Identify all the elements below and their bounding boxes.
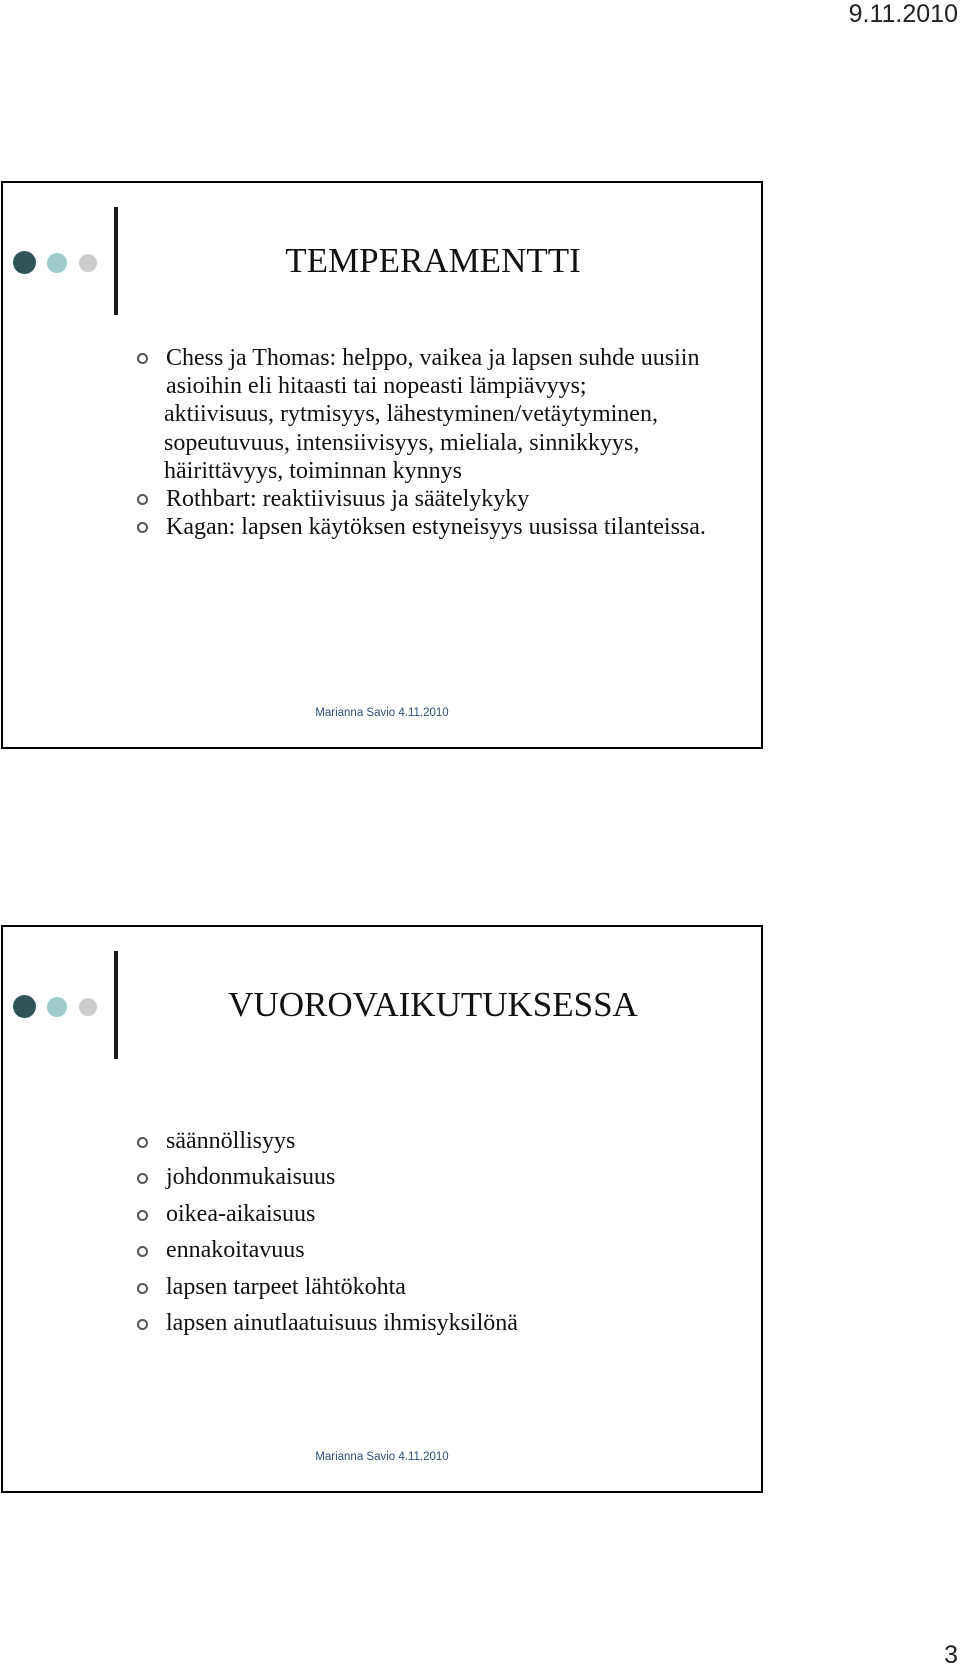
dark-dot-decoration xyxy=(13,995,36,1018)
grey-dot-decoration xyxy=(79,254,97,272)
sub-paragraph xyxy=(164,400,756,485)
circle-bullet-icon xyxy=(137,1173,148,1184)
slide-body xyxy=(166,344,756,541)
circle-bullet-icon xyxy=(137,494,148,505)
paragraph-text: Rothbart: reaktiivisuus ja säätelykyky xyxy=(166,486,530,513)
slide-vuorovaikutuksessa xyxy=(1,925,763,1493)
slide-title: VUOROVAIKUTUKSESSA xyxy=(228,985,638,1024)
light-dot-decoration xyxy=(47,997,67,1017)
list-item xyxy=(166,1123,756,1159)
dark-dot-decoration xyxy=(13,251,36,274)
list-item xyxy=(166,1196,756,1232)
circle-bullet-icon xyxy=(137,353,148,364)
paragraph-text: aktiivisuus, rytmisyys, lähestyminen/vetäytyminen, sopeutuvuus, intensiivisyys, mieliala, sinnikkyys, häirittävyys, toiminnan kynnys xyxy=(164,401,658,484)
circle-bullet-icon xyxy=(137,1137,148,1148)
list-item xyxy=(166,1159,756,1195)
list-item xyxy=(166,1305,756,1341)
paragraph-text: Chess ja Thomas: helppo, vaikea ja lapsen suhde uusiin asioihin eli hitaasti tai nopeasti lämpiävyys; xyxy=(166,345,700,400)
circle-bullet-icon xyxy=(137,1283,148,1294)
slide-body xyxy=(166,1123,756,1341)
circle-bullet-icon xyxy=(137,522,148,533)
list-item-text: ennakoitavuus xyxy=(166,1237,305,1264)
title-divider-bar xyxy=(114,951,118,1059)
page-date: 9.11.2010 xyxy=(848,0,958,28)
title-divider-bar xyxy=(114,207,118,315)
list-item-text: oikea-aikaisuus xyxy=(166,1200,316,1227)
circle-bullet-icon xyxy=(137,1210,148,1221)
bullet-paragraph xyxy=(166,344,756,400)
list-item xyxy=(166,1269,756,1305)
page-number: 3 xyxy=(944,1641,958,1669)
circle-bullet-icon xyxy=(137,1246,148,1257)
list-item xyxy=(166,1232,756,1268)
circle-bullet-icon xyxy=(137,1319,148,1330)
light-dot-decoration xyxy=(47,253,67,273)
slide-footer: Marianna Savio 4.11.2010 xyxy=(315,707,449,719)
list-item-text: johdonmukaisuus xyxy=(166,1164,336,1191)
bullet-paragraph xyxy=(166,485,756,513)
bullet-paragraph xyxy=(166,513,756,541)
list-item-text: säännöllisyys xyxy=(166,1128,296,1154)
list-item-text: lapsen ainutlaatuisuus ihmisyksilönä xyxy=(166,1310,518,1337)
paragraph-text: Kagan: lapsen käytöksen estyneisyys uusissa tilanteissa. xyxy=(166,514,706,541)
list-item-text: lapsen tarpeet lähtökohta xyxy=(166,1273,406,1300)
slide-title: TEMPERAMENTTI xyxy=(285,241,581,280)
grey-dot-decoration xyxy=(79,998,97,1016)
slide-temperamentti xyxy=(1,181,763,749)
slide-footer: Marianna Savio 4.11.2010 xyxy=(315,1451,449,1463)
